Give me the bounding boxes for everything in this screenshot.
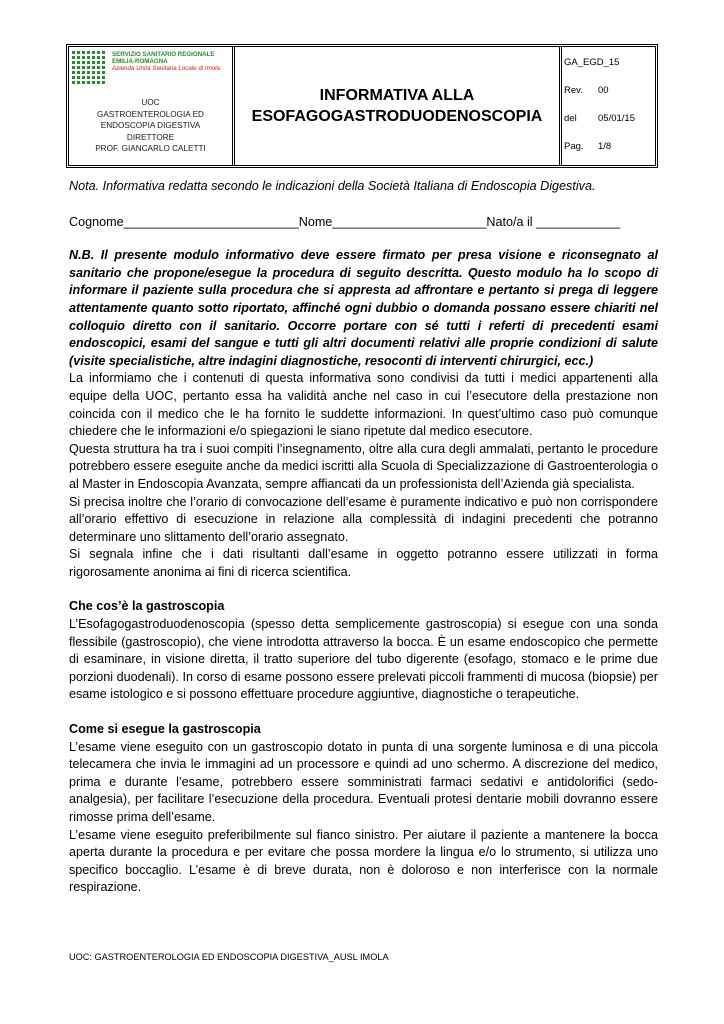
section-heading: Che cos’è la gastroscopia [69,599,225,614]
logo-text [112,51,220,72]
revision-row [564,85,655,113]
date-value: 05/01/15 [598,113,635,124]
revision-value: 00 [598,85,609,96]
logo-grid-icon [72,51,108,85]
revision-label: Rev. [564,85,583,96]
paragraph: Si segnala infine che i dati risultanti dall’esame in oggetto potranno essere utilizzati in forma rigorosamente anonima ai fini di ricerca scientifica. [69,547,658,579]
page-footer: UOC: GASTROENTEROLOGIA ED ENDOSCOPIA DIGESTIVA_AUSL IMOLA [69,952,389,962]
surname-field: Cognome_________________________ [69,214,299,229]
date-label: del [564,113,577,124]
page-value: 1/8 [598,141,612,152]
nb-paragraph: N.B. Il presente modulo informativo deve essere firmato per presa visione e riconsegnato al sanitario che propone/esegue la procedura di seguito descritta. Questo modulo ha lo scopo di informare il paziente sulla procedura che si appresta ad affrontare e pertanto si prega di leggere attentamente quanto sotto riportato, affinché ogni dubbio o domanda possano essere chiariti nel colloquio diretto con il sanitario. Occorre portare con sé tutti i referti di precedenti esami endoscopici, esami del sangue e tutti gli altri documenti relativi alle proprie condizioni di salute (visite specialistiche, altre indagini diagnostiche, resoconti di interventi chirurgici, ecc.) [69,248,658,368]
unit-line: GASTROENTEROLOGIA ED [97,109,204,119]
paragraph: La informiamo che i contenuti di questa informativa sono condivisi da tutti i medici appartenenti alla equipe della UOC, pertanto essa ha validità anche nel caso in cui l’esecutore della prestazione non coincida con il medico che le ha fornito le suddette informazioni. In quest’ultimo caso può comunque chiedere che le informazioni e/o spiegazioni le siano ripetute dal medico esecutore. [69,371,658,439]
document-code [564,57,655,85]
header-title-cell [235,47,562,165]
header-meta-cell [562,47,655,165]
page-label: Pag. [564,141,584,152]
unit-line: PROF. GIANCARLO CALETTI [95,144,206,153]
document-header [66,44,658,168]
birth-date-field: Nato/a il ____________ [486,214,621,229]
section-heading: Come si esegue la gastroscopia [69,722,261,737]
logo-line-3: Azienda Unità Sanitaria Locale di Imola [112,65,221,72]
title-line-1: INFORMATIVA ALLA [319,87,475,104]
name-field: Nome______________________ [298,214,487,229]
paragraph: L’esame viene eseguito con un gastroscopio dotato in punta di una sorgente luminosa e di una piccola telecamera che invia le immagini ad un processore e quindi ad uno schermo. A discrezione del medico, prima e durante l’esame, potrebbero essere somministrati farmaci sedativi e antidolorifici (sedo-analgesia), per facilitare l’esecuzione della procedura. Eventuali protesi dentarie mobili dovranno essere rimosse prima dell’esame. [69,739,658,824]
unit-line: ENDOSCOPIA DIGESTIVA [100,121,201,130]
date-row [564,113,655,141]
paragraph: Si precisa inoltre che l’orario di convocazione dell’esame è puramente indicativo e può non corrispondere all’orario effettivo di esecuzione in relazione alla complessità di indagini precedenti che potranno determinare uno slittamento dell’orario assegnato. [69,494,658,544]
note-text: Nota. Informativa redatta secondo le indicazioni della Società Italiana di Endoscopia Digestiva. [69,179,596,193]
unit-line: UOC [141,98,160,107]
unit-line: DIRETTORE [126,132,175,142]
document-body [69,178,658,897]
logo-line-1: SERVIZIO SANITARIO REGIONALE [112,51,215,58]
unit-info [72,97,229,155]
document-title [252,85,543,127]
paragraph: Questa struttura ha tra i suoi compiti l’insegnamento, oltre alla cura degli ammalati, pertanto le procedure potrebbero essere eseguite anche da medici iscritti alla Scuola di Specializzazione di Gastroenterologia o al Master in Endoscopia Avanzata, sempre affiancati da un professionista dell’Azienda già specialista. [69,441,658,491]
title-line-2: ESOFAGOGASTRODUODENOSCOPIA [251,108,543,125]
header-logo-cell [69,47,235,165]
patient-fields [69,214,658,232]
page-row [564,141,655,169]
code-value: GA_EGD_15 [564,57,620,68]
organization-logo [72,51,229,85]
logo-line-2: EMILIA-ROMAGNA [112,58,168,65]
paragraph: L’esame viene eseguito preferibilmente sul fianco sinistro. Per aiutare il paziente a mantenere la bocca aperta durante la procedura e per evitare che possa mordere la lingua e/o lo strumento, si utilizza uno specifico boccaglio. L’esame è di breve durata, non è doloroso e non interferisce con la normale respirazione. [69,827,658,895]
paragraph: L’Esofagogastroduodenoscopia (spesso detta semplicemente gastroscopia) si esegue con una sonda flessibile (gastroscopio), che viene introdotta attraverso la bocca. È un esame endoscopico che permette di esaminare, in visione diretta, il tratto superiore del tubo digerente (esofago, stomaco e le prime due porzioni duodenali). In corso di esame possono essere prelevati piccoli frammenti di mucosa (biopsie) per esame istologico e si possono effettuare procedure aggiuntive, diagnostiche o terapeutiche. [69,617,658,702]
